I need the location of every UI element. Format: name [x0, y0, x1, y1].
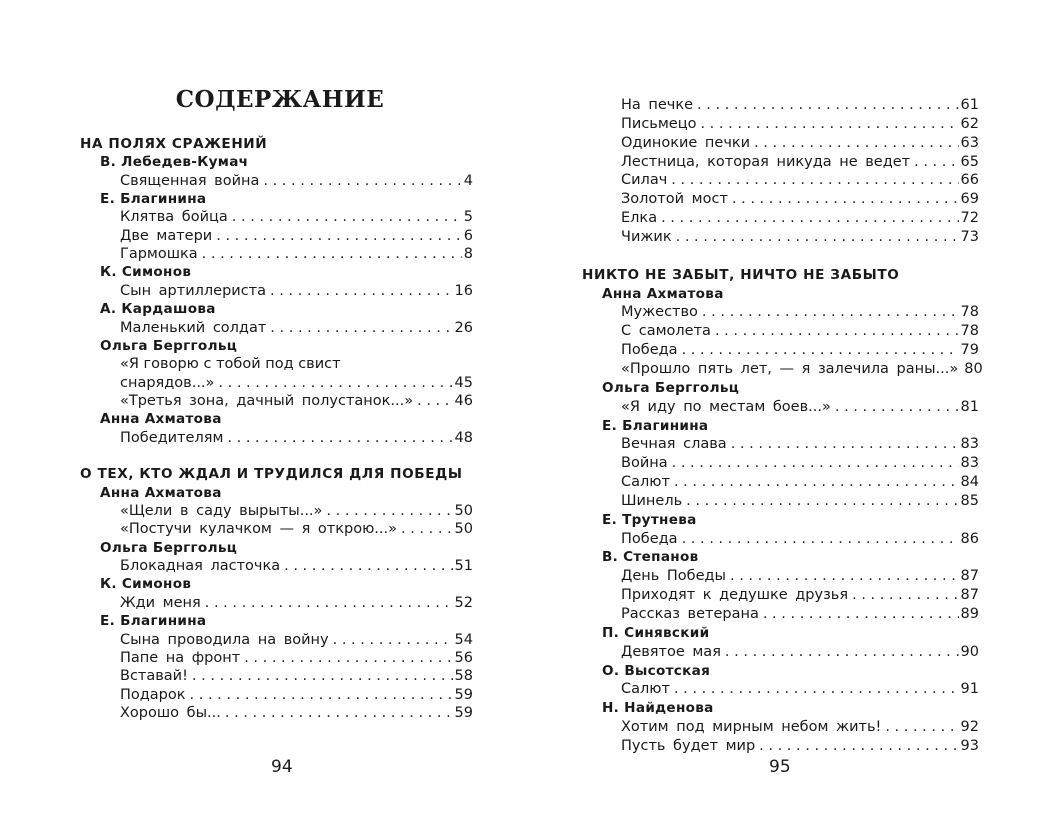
entry-title: Одинокие печки: [621, 134, 751, 151]
dot-leader: [270, 319, 452, 338]
entry-page-number: 81: [960, 398, 979, 415]
author-name: Ольга Берггольц: [602, 379, 740, 396]
author-name: Ольга Берггольц: [100, 337, 238, 354]
entry-title: Гармошка: [120, 246, 198, 263]
toc-entry: [621, 398, 979, 417]
entry-page-number: 51: [454, 558, 473, 575]
entry-page-number: 87: [960, 587, 979, 604]
toc-entry: [621, 473, 979, 492]
dot-leader: [202, 245, 462, 264]
toc-entry: [120, 227, 473, 246]
dot-leader: [672, 454, 959, 473]
entry-page-number: 56: [454, 649, 473, 666]
entry-page-number: 83: [960, 436, 979, 453]
entry-page-number: 45: [454, 374, 473, 391]
toc-entry: [621, 454, 979, 473]
entry-title: Силач: [621, 172, 668, 189]
toc-entry: [621, 341, 979, 360]
toc-entry: [120, 374, 473, 393]
dot-leader: [835, 398, 959, 417]
entry-page-number: 69: [960, 191, 979, 208]
entry-page-number: 78: [960, 323, 979, 340]
entry-title: Салют: [621, 474, 670, 490]
toc-entry: [120, 594, 473, 613]
toc-entry: [621, 492, 979, 511]
toc-entry: [621, 737, 979, 756]
dot-leader: [326, 502, 452, 521]
author-name: Е. Благинина: [100, 191, 207, 207]
entry-title: Маленький солдат: [120, 319, 267, 336]
author-name: П. Синявский: [602, 624, 710, 641]
dot-leader: [417, 392, 452, 411]
entry-title: Священная война: [120, 172, 260, 189]
entry-page-number: 90: [960, 643, 979, 660]
toc-entry: [621, 153, 979, 172]
dot-leader: [730, 567, 959, 586]
page-number-right: 95: [769, 757, 791, 777]
toc-entry: [120, 557, 473, 576]
dot-leader: [284, 557, 452, 576]
toc-entry: [621, 322, 979, 341]
entry-title: снарядов...»: [120, 374, 215, 391]
dot-leader: [700, 115, 958, 134]
dot-leader: [731, 435, 959, 454]
toc-entry: [621, 530, 979, 549]
entry-page-number: 85: [960, 492, 979, 509]
entry-title: Шинель: [621, 492, 683, 509]
toc-entry: [120, 649, 473, 668]
dot-leader: [697, 96, 959, 115]
toc-entry: [621, 134, 979, 153]
toc-entry: [120, 392, 473, 411]
entry-title: Сына проводила на войну: [120, 631, 329, 648]
entry-page-number: 65: [960, 153, 979, 170]
toc-entry: [120, 502, 473, 521]
entry-title: Победа: [621, 342, 678, 359]
dot-leader: [674, 680, 959, 699]
author-name: Анна Ахматова: [602, 285, 724, 302]
toc-entry: [120, 520, 473, 539]
entry-page-number: 58: [454, 668, 473, 685]
section-heading: НИКТО НЕ ЗАБЫТ, НИЧТО НЕ ЗАБЫТО: [582, 266, 900, 283]
entry-title: Жди меня: [120, 594, 201, 611]
dot-leader: [914, 153, 958, 172]
entry-title: Подарок: [120, 686, 186, 703]
entry-page-number: 50: [454, 521, 473, 538]
entry-page-number: 48: [454, 429, 473, 446]
author-name: В. Лебедев-Кумач: [100, 154, 249, 171]
entry-page-number: 54: [454, 631, 473, 648]
toc-entry: [621, 360, 983, 379]
page-number-left: 94: [271, 757, 293, 777]
dot-leader: [732, 190, 959, 209]
entry-page-number: 89: [960, 606, 979, 622]
dot-leader: [225, 704, 453, 723]
entry-page-number: 46: [454, 392, 473, 409]
entry-page-number: 50: [454, 503, 473, 519]
author-name: О. Высотская: [602, 662, 711, 679]
toc-entry: [120, 667, 473, 686]
entry-title: Победа: [621, 530, 678, 547]
author-name: К. Симонов: [100, 576, 192, 593]
entry-page-number: 63: [960, 134, 979, 151]
author-name: Ольга Берггольц: [100, 539, 238, 556]
toc-entry: [621, 115, 979, 134]
entry-title: Пусть будет мир: [621, 737, 756, 754]
entry-title: Папе на фронт: [120, 649, 241, 666]
dot-leader: [676, 228, 959, 247]
page-title: СОДЕРЖАНИЕ: [175, 86, 385, 113]
entry-page-number: 80: [964, 360, 983, 377]
entry-title: Хотим под мирным небом жить!: [621, 719, 882, 736]
entry-title: Золотой мост: [621, 191, 728, 208]
toc-entry: [120, 208, 473, 227]
entry-title: Хорошо бы...: [120, 704, 221, 721]
toc-entry: [621, 96, 979, 115]
toc-entry: [621, 228, 979, 247]
dot-leader: [852, 586, 958, 605]
author-name: Анна Ахматова: [100, 484, 222, 501]
dot-leader: [190, 686, 453, 705]
toc-entry: [621, 643, 979, 662]
entry-page-number: 8: [463, 246, 473, 263]
toc-entry: [120, 686, 473, 705]
dot-leader: [725, 643, 959, 662]
entry-page-number: 93: [960, 737, 979, 754]
dot-leader: [401, 520, 453, 539]
entry-title: Елка: [621, 210, 658, 227]
entry-page-number: 59: [454, 686, 473, 703]
entry-title: «Третья зона, дачный полустанок...»: [120, 392, 414, 409]
entry-title: «Я иду по местам боев...»: [621, 398, 831, 415]
entry-page-number: 79: [960, 342, 979, 359]
entry-title: «Прошло пять лет, — я залечила раны...»: [621, 360, 959, 377]
entry-page-number: 84: [960, 474, 979, 490]
right-page: [531, 0, 1063, 827]
entry-page-number: 16: [454, 282, 473, 299]
toc-entry: [621, 209, 979, 228]
entry-page-number: 92: [960, 719, 979, 736]
entry-title: Вечная слава: [621, 436, 727, 453]
dot-leader: [715, 322, 959, 341]
entry-page-number: 66: [960, 172, 979, 189]
toc-entry: [120, 282, 473, 301]
dot-leader: [671, 171, 958, 190]
dot-leader: [270, 282, 453, 301]
entry-title: Война: [621, 455, 668, 472]
dot-leader: [686, 492, 958, 511]
dot-leader: [227, 429, 452, 448]
dot-leader: [682, 341, 959, 360]
dot-leader: [192, 667, 453, 686]
entry-page-number: 91: [960, 681, 979, 698]
toc-entry: [621, 586, 979, 605]
entry-title: «Постучи кулачком — я открою...»: [120, 521, 397, 538]
dot-leader: [674, 473, 959, 492]
dot-leader: [232, 208, 462, 227]
entry-page-number: 87: [960, 568, 979, 585]
entry-title: День Победы: [621, 568, 726, 585]
author-name: Н. Найденова: [602, 700, 714, 717]
toc-entry: [120, 319, 473, 338]
toc-entry: [621, 680, 979, 699]
entry-page-number: 26: [454, 319, 473, 336]
entry-title: Две матери: [120, 227, 213, 244]
dot-leader: [885, 718, 958, 737]
section-heading: О ТЕХ, КТО ЖДАЛ И ТРУДИЛСЯ ДЛЯ ПОБЕДЫ: [80, 466, 463, 483]
author-name: Анна Ахматова: [100, 411, 222, 428]
entry-title: Сын артиллериста: [120, 282, 267, 299]
entry-title: На печке: [621, 97, 694, 113]
dot-leader: [661, 209, 958, 228]
dot-leader: [682, 530, 959, 549]
author-name: В. Степанов: [602, 549, 699, 566]
entry-page-number: 4: [463, 172, 473, 189]
entry-title: Чижик: [621, 228, 672, 245]
entry-page-number: 52: [454, 594, 473, 611]
entry-title: Клятва бойца: [120, 209, 228, 226]
entry-title: Вставай!: [120, 668, 188, 685]
entry-page-number: 78: [960, 304, 979, 321]
entry-page-number: 59: [454, 704, 473, 721]
dot-leader: [702, 303, 959, 322]
entry-page-number: 83: [960, 455, 979, 472]
toc-entry: [120, 245, 473, 264]
entry-page-number: 62: [960, 115, 979, 132]
entry-title: Блокадная ласточка: [120, 558, 281, 575]
dot-leader: [244, 649, 452, 668]
toc-entry: [120, 429, 473, 448]
author-name: Е. Благинина: [602, 417, 709, 434]
entry-page-number: 61: [960, 97, 979, 113]
toc-entry: [120, 172, 473, 191]
author-name: А. Кардашова: [100, 301, 216, 318]
entry-title-line: «Я говорю с тобой под свист: [120, 356, 341, 373]
toc-entry: [621, 303, 979, 322]
entry-title: Девятое мая: [621, 643, 721, 660]
section-heading: НА ПОЛЯХ СРАЖЕНИЙ: [80, 136, 268, 152]
entry-title: Мужество: [621, 304, 698, 321]
dot-leader: [216, 227, 462, 246]
entry-title: Письмецо: [621, 115, 697, 132]
toc-entry: [621, 171, 979, 190]
dot-leader: [759, 737, 958, 756]
entry-title: Рассказ ветерана: [621, 606, 759, 622]
dot-leader: [218, 374, 452, 393]
entry-page-number: 5: [463, 209, 473, 226]
toc-entry: [621, 605, 979, 624]
author-name: К. Симонов: [100, 264, 192, 281]
author-name: Е. Трутнева: [602, 511, 697, 528]
toc-entry: [621, 567, 979, 586]
entry-title: Победителям: [120, 429, 224, 446]
dot-leader: [263, 172, 461, 191]
left-page: [0, 0, 531, 827]
toc-entry: [120, 631, 473, 650]
entry-page-number: 73: [960, 228, 979, 245]
entry-title: «Щели в саду вырыты...»: [120, 503, 323, 519]
toc-entry: [621, 435, 979, 454]
entry-title: Приходят к дедушке друзья: [621, 587, 849, 604]
toc-entry: [621, 190, 979, 209]
entry-title: С самолета: [621, 323, 711, 340]
toc-entry: [621, 718, 979, 737]
dot-leader: [333, 631, 453, 650]
entry-title: Салют: [621, 681, 670, 698]
dot-leader: [754, 134, 958, 153]
entry-page-number: 6: [463, 227, 473, 244]
entry-page-number: 72: [960, 210, 979, 227]
dot-leader: [205, 594, 453, 613]
dot-leader: [763, 605, 959, 624]
entry-title: Лестница, которая никуда не ведет: [621, 153, 911, 170]
toc-entry: [120, 704, 473, 723]
entry-page-number: 86: [960, 530, 979, 547]
author-name: Е. Благинина: [100, 613, 207, 630]
